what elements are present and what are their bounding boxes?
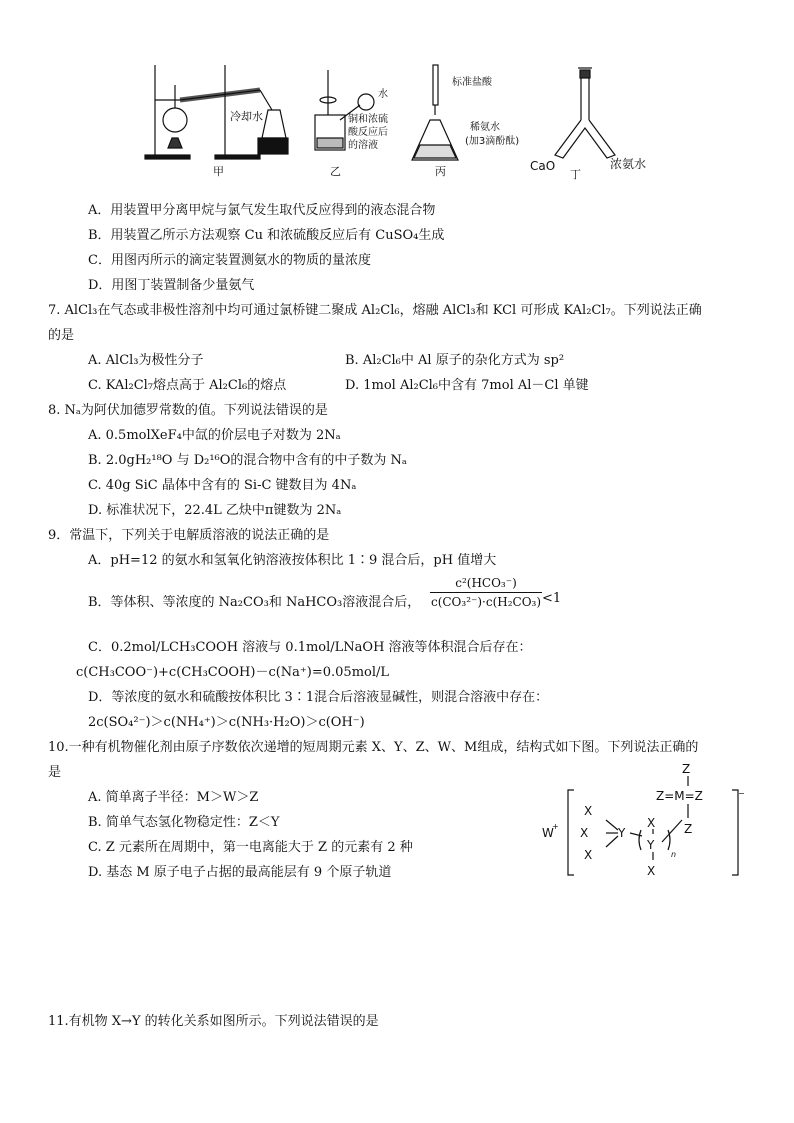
svg-text:−: − xyxy=(738,789,745,798)
yi-label: 乙 xyxy=(330,165,341,178)
svg-text:X: X xyxy=(647,864,656,878)
q9-option-c: C．0.2mol/LCH₃COOH 溶液与 0.1mol/LNaOH 溶液等体积混合后存在： xyxy=(88,640,532,655)
ding-label: 丁 xyxy=(570,168,581,180)
q9-option-c-eq: c(CH₃COO⁻)+c(CH₃COOH)－c(Na⁺)=0.05mol/L xyxy=(76,665,390,680)
svg-text:X: X xyxy=(580,826,589,840)
bing-flask-1: 稀氨水 xyxy=(470,122,500,133)
yi-caption-2: 酸反应后 xyxy=(348,127,388,138)
q9-option-a: A．pH=12 的氨水和氢氧化钠溶液按体积比 1∶9 混合后，pH 值增大 xyxy=(88,553,497,568)
svg-text:X: X xyxy=(647,816,656,830)
q8-option-a: A. 0.5molXeF₄中氙的价层电子对数为 2Nₐ xyxy=(88,428,341,443)
svg-text:Y: Y xyxy=(618,826,626,840)
q10-option-c: C. Z 元素所在周期中，第一电离能大于 Z 的元素有 2 种 xyxy=(88,840,413,855)
svg-text:+: + xyxy=(552,822,559,831)
q10-option-a: A. 简单离子半径：M＞W＞Z xyxy=(88,790,259,805)
q8-stem: 8. Nₐ为阿伏加德罗常数的值。下列说法错误的是 xyxy=(48,403,328,418)
q6-option-b: B．用装置乙所示方法观察 Cu 和浓硫酸反应后有 CuSO₄生成 xyxy=(88,228,445,243)
q7-option-b: B. Al₂Cl₆中 Al 原子的杂化方式为 sp² xyxy=(345,353,565,368)
apparatus-jia xyxy=(145,65,288,159)
q10-stem-line2: 是 xyxy=(48,765,62,780)
q11-stem: 11.有机物 X→Y 的转化关系如图所示。下列说法错误的是 xyxy=(48,1014,379,1029)
yi-caption-3: 的溶液 xyxy=(348,140,378,151)
q9-option-d: D．等浓度的氨水和硫酸按体积比 3∶1混合后溶液显碱性，则混合溶液中存在： xyxy=(88,690,549,705)
q10-stem-line1: 10.一种有机物催化剂由原子序数依次递增的短周期元素 X、Y、Z、W、M组成，结构式如下图。下列说法正确的 xyxy=(48,740,699,755)
q8-option-c: C. 40g SiC 晶体中含有的 Si-C 键数目为 4Nₐ xyxy=(88,478,357,493)
svg-text:Z=M=Z: Z=M=Z xyxy=(656,789,703,803)
svg-text:X: X xyxy=(584,804,593,818)
q7-stem-line2: 的是 xyxy=(48,328,75,343)
q6-option-a: A．用装置甲分离甲烷与氯气发生取代反应得到的液态混合物 xyxy=(88,203,436,218)
q10-option-b: B. 简单气态氢化物稳定性：Z＜Y xyxy=(88,815,280,830)
q10-option-d: D. 基态 M 原子电子占据的最高能层有 9 个原子轨道 xyxy=(88,865,392,880)
q6-option-c: C．用图丙所示的滴定装置测氨水的物质的量浓度 xyxy=(88,253,371,268)
q8-option-b: B. 2.0gH₂¹⁸O 与 D₂¹⁶O的混合物中含有的中子数为 Nₐ xyxy=(88,453,407,468)
svg-text:Z: Z xyxy=(684,822,693,836)
apparatus-yi xyxy=(315,70,374,150)
q6-option-d: D．用图丁装置制备少量氨气 xyxy=(88,278,255,293)
svg-text:X: X xyxy=(584,848,593,862)
q9-option-b: B．等体积、等浓度的 Na₂CO₃和 NaHCO₃溶液混合后， xyxy=(88,595,421,610)
q7-option-a: A. AlCl₃为极性分子 xyxy=(88,353,204,368)
apparatus-ding xyxy=(555,68,615,158)
ding-right-label: 浓氨水 xyxy=(610,157,647,171)
q9-stem: 9．常温下，下列关于电解质溶液的说法正确的是 xyxy=(48,528,330,543)
bing-acid-label: 标准盐酸 xyxy=(452,77,492,88)
yi-water: 水 xyxy=(378,89,388,100)
apparatus-svg xyxy=(140,60,660,180)
ding-left-label: CaO xyxy=(530,159,556,173)
q9-fraction xyxy=(430,576,542,609)
svg-text:W: W xyxy=(542,826,554,840)
bing-flask-2: (加3滴酚酞) xyxy=(465,136,520,147)
q7-option-c: C. KAl₂Cl₇熔点高于 Al₂Cl₆的熔点 xyxy=(88,378,287,393)
jia-water-label: 冷却水 xyxy=(230,110,263,123)
q7-option-d: D. 1mol Al₂Cl₆中含有 7mol Al－Cl 单键 xyxy=(345,378,589,393)
q9-fraction-denominator: c(CO₃²⁻)·c(H₂CO₃) xyxy=(430,595,542,609)
q7-stem-line1: 7. AlCl₃在气态或非极性溶剂中均可通过氯桥键二聚成 Al₂Cl₆，熔融 AlCl₃和 KCl 可形成 KAl₂Cl₇。下列说法正确 xyxy=(48,303,702,318)
svg-text:n: n xyxy=(671,850,677,859)
yi-caption-1: 铜和浓硫 xyxy=(348,114,388,125)
q9-fraction-tail: <1 xyxy=(542,591,562,606)
q9-fraction-numerator: c²(HCO₃⁻) xyxy=(430,576,542,593)
q9-option-d-eq: 2c(SO₄²⁻)＞c(NH₄⁺)＞c(NH₃·H₂O)＞c(OH⁻) xyxy=(88,715,365,730)
q10-structure-figure xyxy=(538,760,748,885)
q8-option-d: D. 标准状况下，22.4L 乙炔中π键数为 2Nₐ xyxy=(88,503,342,518)
q10-structure-svg xyxy=(538,760,748,885)
bing-label: 丙 xyxy=(435,165,446,178)
jia-label: 甲 xyxy=(213,165,224,178)
svg-text:Y: Y xyxy=(647,838,655,852)
apparatus-figure xyxy=(140,60,660,180)
svg-text:Z: Z xyxy=(682,762,691,776)
